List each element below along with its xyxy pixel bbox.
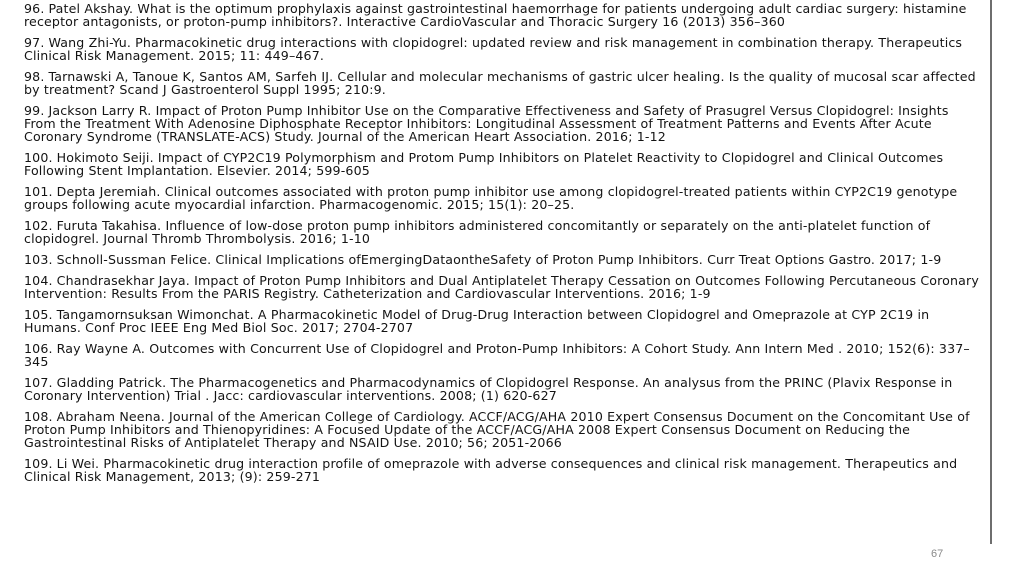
reference-number: 98. [24, 69, 45, 84]
reference-item [24, 376, 982, 402]
reference-number: 109. [24, 456, 53, 472]
page-number: 67 [931, 548, 944, 560]
reference-item [24, 274, 982, 300]
reference-number: 101. [24, 184, 53, 200]
reference-text: Jackson Larry R. Impact of Proton Pump Inhibitor Use on the Comparative Effectiveness and Safety of Prasugrel Versus Clopidogrel: Insights From the Treatment With Adenosine Diphosphate Receptor Inhibitors: Longitudinal Assessment of Treatment Patterns and Events After Acute Coronary Syndrome (TRANSLATE-ACS) Study. Journal of the American Heart Association. 2016; 1-12 [24, 103, 949, 145]
reference-item [24, 185, 982, 211]
reference-text: Li Wei. Pharmacokinetic drug interaction profile of omeprazole with adverse consequences and clinical risk management. Therapeutics and Clinical Risk Management, 2013; (9): 259-271 [24, 456, 958, 485]
reference-number: 104. [24, 273, 53, 288]
reference-text: Schnoll-Sussman Felice. Clinical Implications ofEmergingDataontheSafety of Proton Pump Inhibitors. Curr Treat Options Gastro. 2017; 1-9 [56, 252, 942, 268]
reference-item [24, 219, 982, 245]
reference-text: Wang Zhi-Yu. Pharmacokinetic drug interactions with clopidogrel: updated review and risk management in combination therapy. Therapeutics Clinical Risk Management. 2015; 11: 449–467. [24, 35, 963, 64]
reference-item [24, 36, 982, 62]
reference-number: 97. [24, 35, 45, 50]
reference-number: 100. [24, 150, 53, 166]
reference-text: Depta Jeremiah. Clinical outcomes associated with proton pump inhibitor use among clopidogrel-treated patients within CYP2C19 genotype groups following acute myocardial infarction. Pharmacogenomic. 2015; 15(1): 20–25. [24, 184, 958, 213]
reference-text: Furuta Takahisa. Influence of low-dose proton pump inhibitors administered concomitantly or separately on the anti-platelet function of clopidogrel. Journal Thromb Thrombolysis. 2016; 1-10 [24, 218, 931, 247]
page-edge-divider [990, 0, 992, 544]
reference-text: Tangamornsuksan Wimonchat. A Pharmacokinetic Model of Drug-Drug Interaction between Clopidogrel and Omeprazole at CYP 2C19 in Humans. Conf Proc IEEE Eng Med Biol Soc. 2017; 2704-2707 [24, 307, 930, 336]
reference-number: 102. [24, 218, 53, 234]
reference-item [24, 151, 982, 177]
reference-item [24, 70, 982, 96]
reference-text: Patel Akshay. What is the optimum prophylaxis against gastrointestinal haemorrhage for patients undergoing adult cardiac surgery: histamine receptor antagonists, or proton-pump inhibitors?. Interactive CardioVascular and Thoracic Surgery 16 (2013) 356–360 [24, 1, 967, 30]
reference-number: 108. [24, 409, 53, 424]
reference-item [24, 308, 982, 334]
reference-number: 107. [24, 375, 53, 390]
reference-number: 106. [24, 341, 53, 356]
reference-item [24, 253, 982, 266]
reference-item [24, 342, 982, 368]
reference-number: 105. [24, 307, 53, 322]
reference-item [24, 410, 982, 450]
reference-number: 103. [24, 252, 53, 268]
reference-number: 96. [24, 1, 45, 16]
reference-text: Chandrasekhar Jaya. Impact of Proton Pump Inhibitors and Dual Antiplatelet Therapy Cessation on Outcomes Following Percutaneous Coronary Intervention: Results From the PARIS Registry. Catheterization and Cardiovascular Interventions. 2016; 1-9 [24, 273, 979, 302]
reference-text: Ray Wayne A. Outcomes with Concurrent Use of Clopidogrel and Proton-Pump Inhibitors: A Cohort Study. Ann Intern Med . 2010; 152(6): 337–345 [24, 341, 970, 370]
reference-text: Abraham Neena. Journal of the American College of Cardiology. ACCF/ACG/AHA 2010 Expert Consensus Document on the Concomitant Use of Proton Pump Inhibitors and Thienopyridines: A Focused Update of the ACCF/ACG/AHA 2008 Expert Consensus Document on Reducing the Gastrointestinal Risks of Antiplatelet Therapy and NSAID Use. 2010; 56; 2051-2066 [24, 409, 970, 451]
reference-text: Hokimoto Seiji. Impact of CYP2C19 Polymorphism and Protom Pump Inhibitors on Platelet Reactivity to Clopidogrel and Clinical Outcomes Following Stent Implantation. Elsevier. 2014; 599-605 [24, 150, 944, 179]
reference-item [24, 2, 982, 28]
reference-list [24, 2, 982, 491]
reference-text: Tarnawski A, Tanoue K, Santos AM, Sarfeh IJ. Cellular and molecular mechanisms of gastric ulcer healing. Is the quality of mucosal scar affected by treatment? Scand J Gastroenterol Suppl 1995; 210:9. [24, 69, 976, 98]
reference-text: Gladding Patrick. The Pharmacogenetics and Pharmacodynamics of Clopidogrel Response. An analysus from the PRINC (Plavix Response in Coronary Intervention) Trial . Jacc: cardiovascular interventions. 2008; (1) 620-627 [24, 375, 953, 404]
reference-number: 99. [24, 103, 45, 118]
reference-item [24, 457, 982, 483]
reference-item [24, 104, 982, 144]
